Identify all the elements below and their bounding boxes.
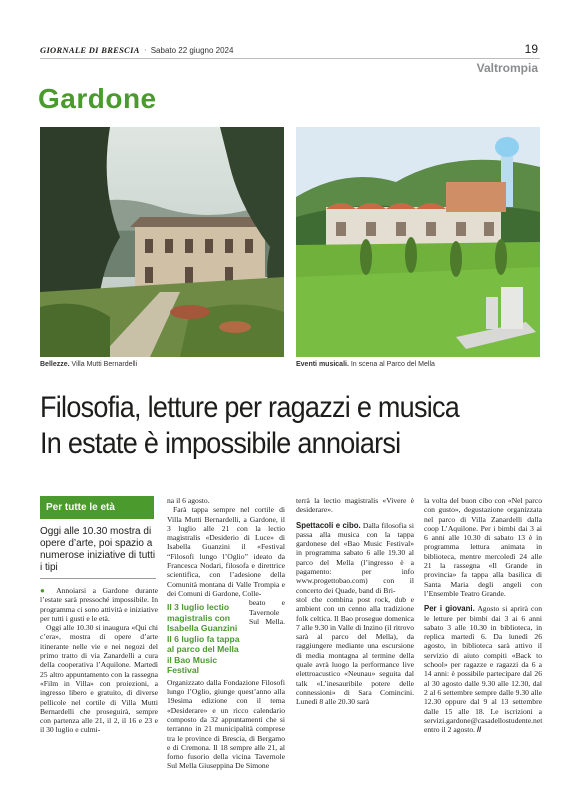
- paragraph-text: Annoiarsi a Gardone durante l’estate sarà pressoché impossibile. In programma ci sono attività e iniziative per tutti i gusti e le età.: [40, 586, 158, 623]
- article-column-1: [40, 586, 158, 735]
- paragraph: [424, 604, 542, 734]
- section-name: Valtrompia: [476, 61, 538, 75]
- header-rule: [40, 58, 540, 59]
- subheading: Spettacoli e cibo.: [296, 520, 361, 530]
- caption-label: Bellezze.: [40, 361, 70, 368]
- paragraph-text: Dalla filosofia si passa alla musica con la tappa gardonese del «Bao Music Festival» in programma sabato 6 alle 19.30 al parco del Mella (l’ingresso è a pagamento: per info www.progettobao.com) con il concerto dei Quade, band di Bri-: [296, 520, 414, 595]
- paragraph: stol che combina post rock, dub e ambient con un cenno alla tradizione folk celtica. Il Bao prosegue domenica 7 alle 9.30 in Valle di Inzino (il ritrovo sarà al parco del Mella), da raggiungere mediante una escursione di media montagna al termine della quale avrà luogo la performance live elettroacustico «Neunau» seguita dal talk «L’inesauribile potere delle connessioni» di Sara Comincini. Lunedì 8 alle 20.30 sarà: [296, 594, 414, 707]
- pull-quote: Il 3 luglio lectio magistralis con Isabella Guanzini Il 6 luglio fa tappa al parco del Mella il Bao Music Festival: [167, 602, 240, 676]
- article-headline: [40, 390, 490, 462]
- page-header: [40, 45, 233, 55]
- issue-date: Sabato 22 giugno 2024: [150, 46, 234, 55]
- paragraph: [40, 586, 158, 623]
- article-column-4: [424, 496, 542, 734]
- photo-caption-villa: [40, 361, 137, 368]
- paragraph: beato e Tavernole Sul Mella. Organizzato dalla Fondazione Filosofi lungo l’Oglio, giunge quest’anno alla 19esima edizione con il tema «Desiderare» e un ricco calendario composto da 32 appuntamenti che si terranno in 21 municipalità comprese tra le province di Brescia, di Bergamo e di Cremona. Il 18 sempre alle 21, al forno fusorio della vicina Tavernole Sul Mella Giuseppina De Simone: [167, 598, 285, 771]
- subheadline-rule: [40, 578, 156, 579]
- park-photo: [296, 127, 540, 357]
- article-column-3: [296, 496, 414, 707]
- villa-photo: [40, 127, 284, 357]
- paragraph-text: Agosto si aprirà con le letture per bimbi dai 3 ai 6 anni sabato 3 alle 10.30 in biblioteca, in replica martedì 6. Da lunedì 26 agosto, in biblioteca sarà attivo il servizio di aiuto compiti «Back to school» per ragazze e ragazzi da 6 a 14 anni: è possibile partecipare dal 26 al 30 agosto dalle 9.30 alle 12.30, dal 2 al 6 settembre sempre dalle 9.30 alle 12.30 oppure dal 9 al 13 settembre dalle 15 alle 18. Le iscrizioni a servizi.gardone@casadellostudente.net entro il 2 agosto.: [424, 604, 543, 735]
- caption-text: In scena al Parco del Mella: [348, 361, 435, 368]
- paragraph: na il 6 agosto.: [167, 496, 210, 505]
- paragraph: [296, 521, 414, 595]
- kicker-box: Per tutte le età: [40, 496, 154, 519]
- caption-label: Eventi musicali.: [296, 361, 349, 368]
- town-title: Gardone: [38, 83, 157, 114]
- headline-line-2: In estate è impossibile annoiarsi: [40, 427, 401, 460]
- article-subheadline: Oggi alle 10.30 mostra di opere d’arte, poi spazio a numerose iniziative di tutti i tipi: [40, 526, 156, 573]
- paragraph: Oggi alle 10.30 si inaugura «Qui chi c’era», mostra di opere d’arte itinerante nelle vie e nei negozi del primo tratto di via Zanardelli a cura della cooperativa l’Aquilone. Martedì 25 altro appuntamento con la rassegna «Film in Villa» con proiezioni, a ingresso libero e gratuito, di diverse pellicole nel cortile di Villa Mutti Bernardelli che proseguirà, sempre con partenza alle 21, il 2, il 16 e 23 e il 30 luglio e culmi-: [40, 623, 158, 735]
- headline-line-1: Filosofia, letture per ragazzi e musica: [40, 391, 460, 424]
- paragraph: Farà tappa sempre nel cortile di Villa Mutti Bernardelli, a Gardone, il 3 luglio alle 21 con la lectio magistralis «Desiderio di Luce» di Isabella Guanzini il «Festival “Filosofi lungo l’Oglio” ideato da Francesca Nodari, filosofa e direttrice scientifica, con l’adesione della Comunità montana di Valle Trompia e dei Comuni di Gardone, Colle-: [167, 505, 285, 598]
- header-separator: ·: [143, 45, 147, 55]
- paragraph: terrà la lectio magistralis «Vivere è desiderare».: [296, 496, 414, 515]
- caption-text: Villa Mutti Bernardelli: [69, 361, 138, 368]
- newspaper-name: GIORNALE DI BRESCIA: [40, 45, 140, 55]
- article-column-2: [167, 496, 285, 771]
- end-mark: //: [476, 725, 482, 735]
- subheading: Per i giovani.: [424, 604, 475, 614]
- photo-caption-park: [296, 361, 435, 368]
- bullet-icon: ●: [40, 586, 57, 595]
- paragraph: la volta del buon cibo con «Nel parco con gusto», degustazione organizzata nel parco di Villa Zanardelli dalla coop L’Aquilone. Per i bimbi dai 3 ai 6 anni alle 10.30 di sabato 13 è in programma lettura animata in biblioteca, mentre mercoledì 24 alle 21 la rassegna «Il Grande in provincia» fa tappa alla basilica di Santa Maria degli angeli con l’Ensemble Teatro Grande.: [424, 496, 542, 598]
- page-number: 19: [524, 42, 538, 56]
